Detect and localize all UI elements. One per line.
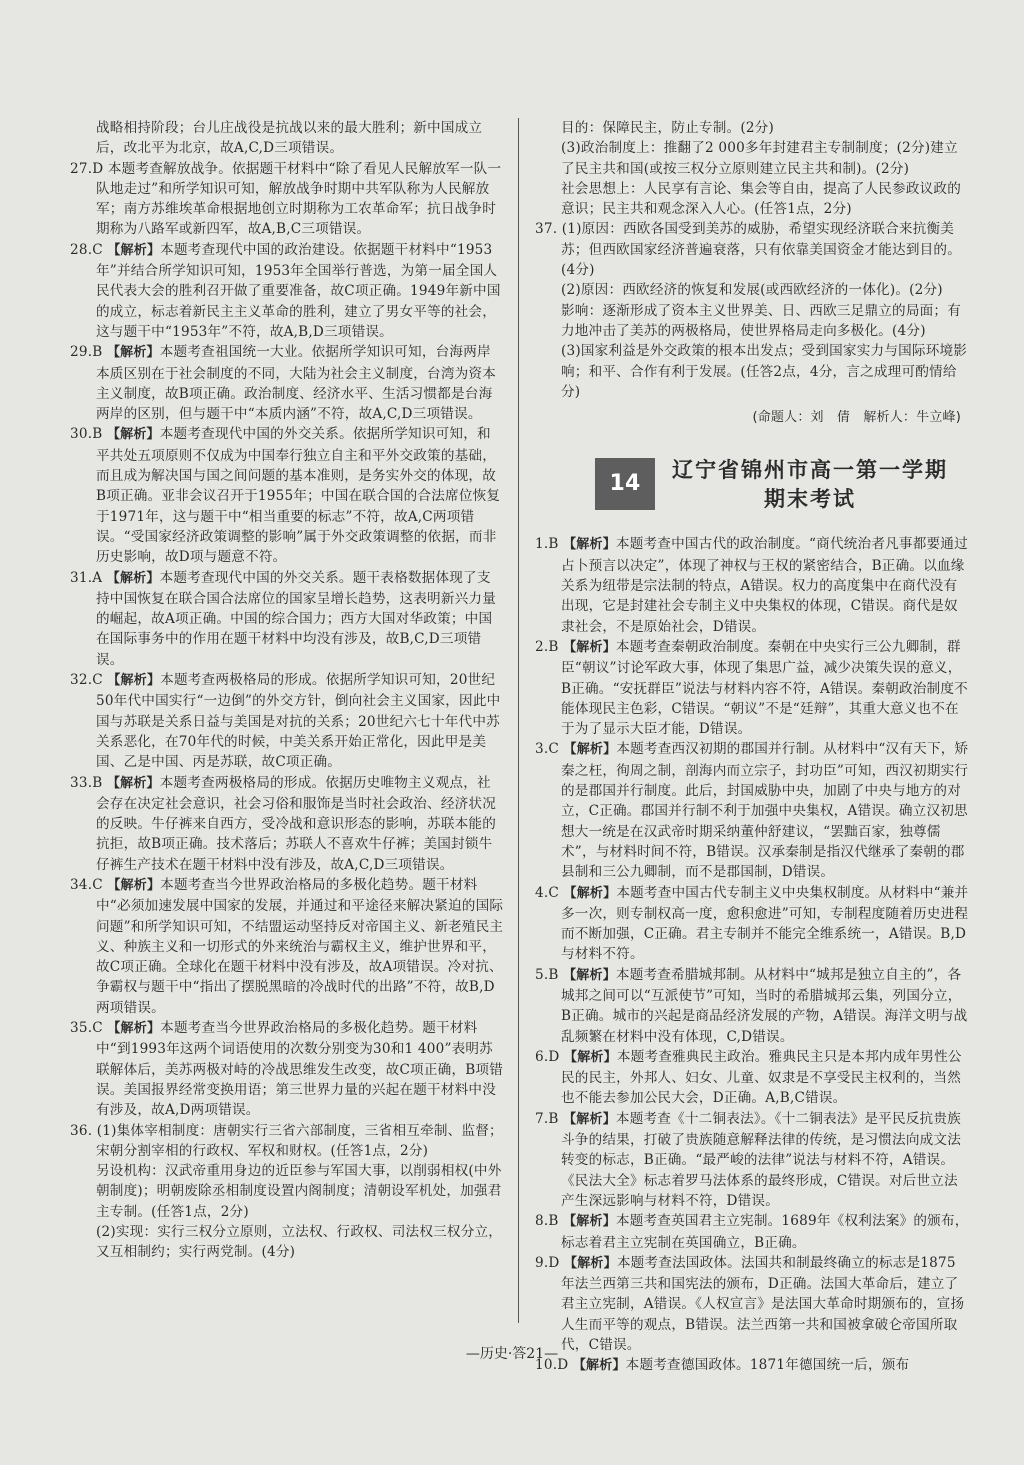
answer-text: (1)原因：西欧各国受到美苏的威胁，希望实现经济联合来抗衡美苏；但西欧国家经济普遍衰落，只有依靠美国资金才能达到目的。(4分) [561,221,962,279]
answer-text: 本题考查当今世界政治格局的多极化趋势。题干材料中“到1993年这两个词语使用的次数分别变为30和1 400”表明苏联解体后，美苏两极对峙的冷战思维发生改变，故C项正确，B项错误。美国报界经常变换用语；第三世界力量的兴起在题干材料中没有涉及，故A,D两项错误。 [96,1020,504,1119]
answer-item [70,424,504,567]
answer-text: 本题考查秦朝政治制度。秦朝在中央实行三公九卿制，群臣“朝议”讨论军政大事，体现了集思广益，减少决策失误的意义，B正确。“安抚群臣”说法与材料内容不符，A错误。秦朝政治制度不能体现民主色彩，C错误。“朝议”不是“廷辩”，其重大意义也不在于为了显示大臣才能，D错误。 [561,638,968,738]
right-column [535,118,969,1377]
exam-title-line1: 辽宁省锦州市高一第一学期 [672,458,948,483]
answer-text: 本题考查祖国统一大业。依据所学知识可知，台海两岸本质区别在于社会制度的不同，大陆为社会主义制度，台湾为资本主义制度，故B项正确。政治制度、经济水平、生活习惯都是台海两岸的区别，但与题干中“本质内涵”不符，故A,C,D三项错误。 [96,344,497,423]
answer-number: 34.C [70,876,103,893]
answer-number: 3.C [535,741,559,758]
answer-item [70,773,504,875]
answer-item [535,1253,969,1355]
answer-text: 本题考查现代中国的外交关系。依据所学知识可知，和平共处五项原则不仅成为中国奉行独立自主和平外交政策的基础，而且成为解决国与国之间问题的基本准则，是务实外交的体现，故B项正确。亚非会议召开于1955年；中国在联合国的合法席位恢复于1971年，这与题干中“相当重要的标志”不符，故A,C两项错误。“受国家经济政策调整的影响”属于外交政策调整的依据，而非历史影响，故D项与题意不符。 [96,426,501,566]
answer-number: 2.B [535,638,559,655]
answer-continuation [535,179,969,220]
answer-text: 目的：保障民主，防止专制。(2分) [561,120,774,136]
answer-item [70,875,504,1018]
answer-item [535,637,969,739]
answer-item [535,883,969,965]
answer-continuation [70,1222,504,1263]
exam-number-badge: 14 [595,458,655,510]
answer-text: 本题考查两极格局的形成。依据所学知识可知，20世纪50年代中国实行“一边倒”的外交方针，倒向社会主义国家，因此中国与苏联是关系日益与美国是对抗的关系；20世纪六七十年代中苏关系恶化，在70年代的时候，中美关系开始正常化，因此甲是美国、乙是中国、丙是苏联，故C项正确。 [96,672,501,771]
answer-number: 6.D [535,1048,560,1065]
right-column-top [535,118,969,402]
answer-number: 35.C [70,1020,103,1037]
answer-text: 本题考查希腊城邦制。从材料中“城邦是独立自主的”，各城邦之间可以“互派使节”可知，当时的希腊城邦云集，列国分立，B正确。城市的兴起是商品经济发展的产物，A错误。海洋文明与战乱频繁在材料中没有体现，C,D错误。 [561,966,968,1045]
analysis-keyword: 【解析】 [563,967,616,983]
answer-text: 本题考查中国古代的政治制度。“商代统治者凡事都要通过占卜预言以决定”，体现了神权与王权的紧密结合，B正确。以血缘关系为纽带是宗法制的特点，A错误。权力的高度集中在商代没有出现，它是封建社会专制主义中央集权的体现，C错误。商代是奴隶社会，不是原始社会，D错误。 [561,536,968,635]
answer-text: 本题考查雅典民主政治。雅典民主只是本邦内成年男性公民的民主，外邦人、妇女、儿童、奴隶是不享受民主权利的，当然也不能去参加公民大会，D正确。A,B,C错误。 [561,1048,962,1107]
answer-item [70,342,504,424]
answer-number: 33.B [70,774,103,791]
exam-title-line2: 期末考试 [764,487,856,512]
left-column [70,118,504,1263]
answer-number: 30.B [70,426,103,443]
answer-item [535,534,969,636]
analysis-keyword: 【解析】 [563,742,617,758]
answer-number: 27.D [70,160,104,177]
analysis-keyword: 【解析】 [106,775,160,791]
answer-item [70,568,504,670]
analysis-keyword: 【解析】 [563,885,617,901]
answer-item [70,1121,504,1162]
author-credit: (命题人：刘 倩 解析人：牛立峰) [752,410,961,426]
answer-continuation [70,1161,504,1222]
answer-text: (3)国家利益是外交政策的根本出发点；受到国家实力与国际环境影响；和平、合作有利于发展。(任答2点，4分，言之成理可酌情给分) [561,343,968,400]
answer-text: 本题考查现代中国的政治建设。依据题干材料中“1953年”并结合所学知识可知，1953年全国举行普选，为第一届全国人民代表大会的胜利召开做了重要准备，故C项正确。1949年新中国的成立，标志着新民主主义革命的胜利，建立了男女平等的社会，这与题干中“1953年”不符，故A,B,D三项错误。 [96,241,501,340]
analysis-keyword: 【解析】 [563,639,616,655]
answer-item [535,965,969,1047]
column-divider [518,118,519,1323]
answer-text: 本题考查法国政体。法国共和制最终确立的标志是1875年法兰西第三共和国宪法的颁布，D正确。法国大革命后，建立了君主立宪制，A错误。《人权宣言》是法国大革命时期颁布的，宣扬人生而平等的观点，B错误。法兰西第一共和国被拿破仑帝国所取代，C错误。 [561,1254,965,1354]
answer-continuation [70,118,504,159]
answer-number: 7.B [535,1110,559,1127]
answer-text: (2)实现：实行三权分立原则，立法权、行政权、司法权三权分立，又互相制约；实行两党制。(4分) [96,1224,503,1261]
answer-continuation [535,138,969,179]
answer-text: 本题考查西汉初期的郡国并行制。从材料中“汉有天下，矫秦之枉，徇周之制，剖海内而立宗子，封功臣”可知，西汉初期实行的是郡国并行制度。此后，封国威胁中央，加剧了中央与地方的对立，C正确。郡国并行制不利于加强中央集权，A错误。确立汉初思想大一统是在汉武帝时期采纳董仲舒建议，“罢黜百家，独尊儒术”，与材料时间不符，B错误。汉承秦制是指汉代继承了秦朝的郡县制和三公九卿制，而不是郡国制，D错误。 [561,741,969,881]
answer-text: (1)集体宰相制度：唐朝实行三省六部制度，三省相互牵制、监督；宋朝分割宰相的行政权、军权和财权。(任答1点，2分) [96,1122,503,1159]
answer-number: 29.B [70,344,103,361]
answer-text: 本题考查现代中国的外交关系。题干表格数据体现了支持中国恢复在联合国合法席位的国家呈增长趋势，这表明新兴力量的崛起，故A项正确。中国的综合国力；西方大国对华政策；中国在国际事务中的作用在题干材料中均没有涉及，故B,C,D三项错误。 [96,569,497,668]
answer-item [70,1018,504,1120]
answer-item [535,219,969,280]
exam-header [535,454,969,518]
analysis-keyword: 【解析】 [107,877,161,893]
answer-continuation [535,280,969,300]
exam-title [665,456,955,514]
analysis-keyword: 【解析】 [106,427,160,443]
analysis-keyword: 【解析】 [107,673,161,689]
analysis-keyword: 【解析】 [564,1255,617,1271]
answer-item [535,1109,969,1211]
answer-number: 10.D [535,1357,569,1374]
answer-text: 另设机构：汉武帝重用身边的近臣参与军国大事，以削弱相权(中外朝制度)；明朝废除丞相制度设置内阁制度；清朝设军机处，加强君主专制。(任答1点，2分) [96,1163,502,1220]
answer-number: 5.B [535,966,559,983]
right-column-bottom [535,534,969,1376]
analysis-keyword: 【解析】 [563,537,616,553]
answer-text: 本题考查英国君主立宪制。1689年《权利法案》的颁布，标志着君主立宪制在英国确立，B正确。 [561,1213,969,1251]
analysis-keyword: 【解析】 [107,242,161,258]
answer-item [70,159,504,240]
answer-number: 31.A [70,569,103,586]
answer-text: 社会思想上：人民享有言论、集会等自由，提高了人民参政议政的意识；民主共和观念深入人心。(任答1点，2分) [561,180,962,218]
answer-number: 32.C [70,672,103,689]
answer-number: 36. [70,1122,93,1139]
answer-text: 战略相持阶段；台儿庄战役是抗战以来的最大胜利；新中国成立后，改北平为北京，故A,C,D三项错误。 [96,120,483,157]
analysis-keyword: 【解析】 [564,1049,617,1065]
answer-item [535,1211,969,1253]
answer-text: 本题考查《十二铜表法》。《十二铜表法》是平民反抗贵族斗争的结果，打破了贵族随意解释法律的传统，是习惯法向成文法转变的标志，B正确。“最严峻的法律”说法与材料不符，A错误。《民法大全》标志着罗马法体系的最终形成，C错误。对后世立法产生深远影响与材料不符，D错误。 [561,1110,962,1209]
answer-item [70,670,504,772]
answer-number: 1.B [535,536,559,553]
answer-text: 本题考查两极格局的形成。依据历史唯物主义观点，社会存在决定社会意识，社会习俗和服饰是当时社会政治、经济状况的反映。牛仔裤来自西方，受冷战和意识形态的影响，苏联本能的抗拒，故B项正确。技术落后；苏联人不喜欢牛仔裤；美国封锁牛仔裤生产技术在题干材料中没有涉及，故A,C,D三项错误。 [96,774,497,873]
analysis-keyword: 【解析】 [572,1358,626,1374]
analysis-keyword: 【解析】 [106,345,160,361]
answer-number: 37. [535,221,558,238]
answer-number: 9.D [535,1254,560,1271]
answer-item [70,240,504,342]
analysis-keyword: 【解析】 [107,1021,161,1037]
answer-text: 本题考查德国政体。1871年德国统一后，颁布 [625,1357,910,1374]
answer-text: 本题考查解放战争。依据题干材料中“除了看见人民解放军一队一队地走过”和所学知识可知，解放战争时期中共军队称为人民解放军；南方苏维埃革命根据地创立时期称为工农革命军；抗日战争时期称为八路军或新四军，故A,B,C三项错误。 [96,160,502,238]
answer-item [535,739,969,882]
answer-number: 28.C [70,241,103,258]
analysis-keyword: 【解析】 [106,570,160,586]
answer-text: (3)政治制度上：推翻了2 000多年封建君主专制制度；(2分)建立了民主共和国(或按三权分立原则建立民主共和制)。(2分) [561,140,958,177]
analysis-keyword: 【解析】 [563,1214,616,1230]
answer-text: 本题考查中国古代专制主义中央集权制度。从材料中“兼并多一次，则专制权高一度，愈积愈进”可知，专制程度随着历史进程而不断加强，C正确。君主专制并不能完全维系统一，A错误。B,D与材料不符。 [561,884,969,963]
answer-text: 影响：逐渐形成了资本主义世界美、日、西欧三足鼎立的局面；有力地冲击了美苏的两极格局，使世界格局走向多极化。(4分) [561,302,962,339]
page-footer: —历史·答21— [465,1346,559,1362]
answer-number: 8.B [535,1213,559,1230]
answer-continuation [535,301,969,342]
answer-continuation [535,118,969,138]
answer-continuation [535,341,969,402]
answer-number: 4.C [535,884,559,901]
analysis-keyword: 【解析】 [563,1111,616,1127]
answer-text: (2)原因：西欧经济的恢复和发展(或西欧经济的一体化)。(2分) [561,282,943,299]
answer-item [535,1047,969,1109]
answer-text: 本题考查当今世界政治格局的多极化趋势。题干材料中“必须加速发展中国家的发展，并通过和平途径来解决紧迫的国际问题”和所学知识可知，不结盟运动坚持反对帝国主义、新老殖民主义、种族主义和一切形式的外来统治与霸权主义，维护世界和平，故C项正确。全球化在题干材料中没有涉及，故A项错误。冷对抗、争霸权与题干中“指出了摆脱黑暗的冷战时代的出路”不符，故B,D两项错误。 [96,876,504,1016]
